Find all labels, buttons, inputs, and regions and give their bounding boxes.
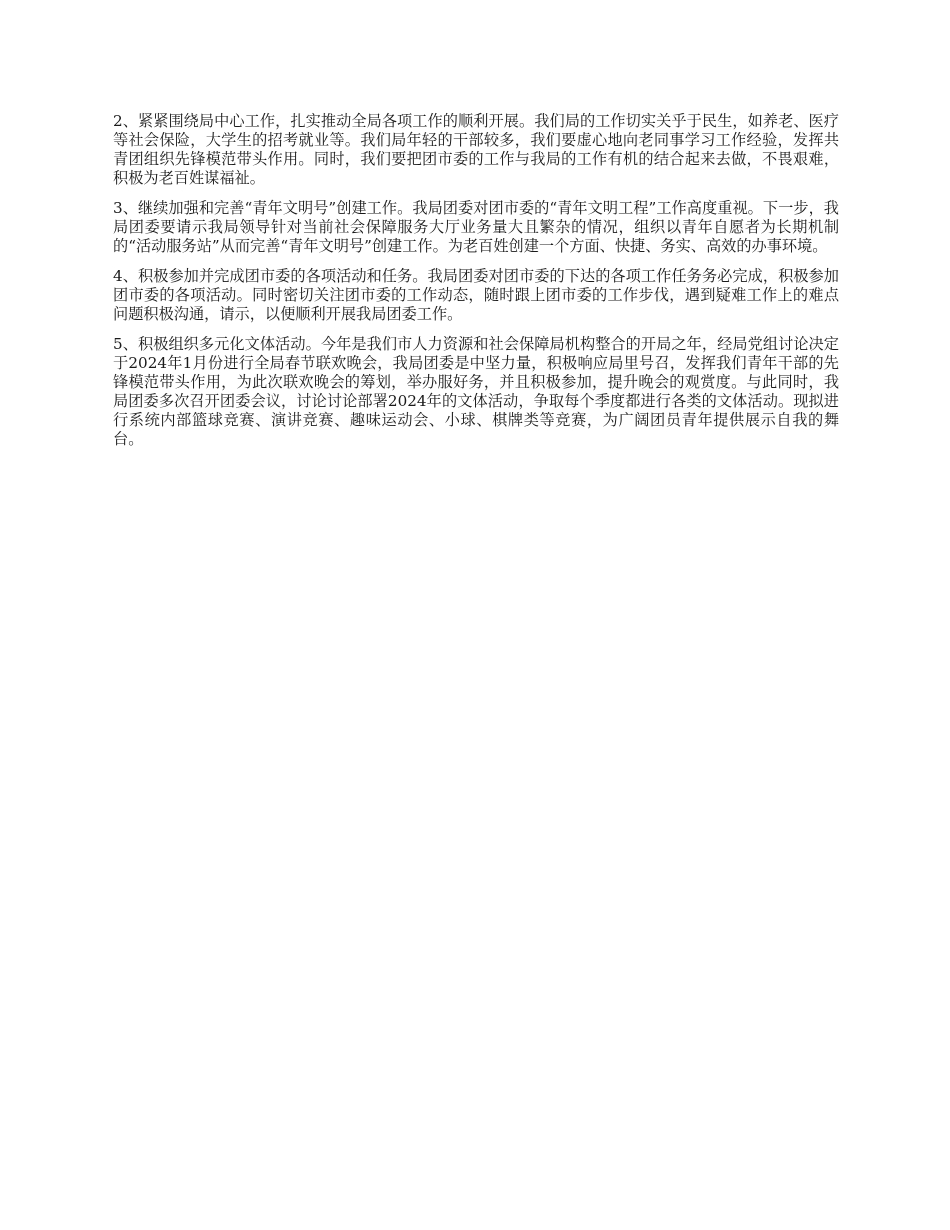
document-body bbox=[113, 112, 839, 460]
paragraph-item-2: 2、紧紧围绕局中心工作，扎实推动全局各项工作的顺利开展。我们局的工作切实关乎于民生，如养老、医疗等社会保险，大学生的招考就业等。我们局年轻的干部较多，我们要虚心地向老同事学习工作经验，发挥共青团组织先锋模范带头作用。同时，我们要把团市委的工作与我局的工作有机的结合起来去做，不畏艰难，积极为老百姓谋福祉。 bbox=[113, 112, 839, 187]
paragraph-item-3: 3、继续加强和完善“青年文明号”创建工作。我局团委对团市委的“青年文明工程”工作高度重视。下一步，我局团委要请示我局领导针对当前社会保障服务大厅业务量大且繁杂的情况，组织以青年自愿者为长期机制的“活动服务站”从而完善“青年文明号”创建工作。为老百姓创建一个方面、快捷、务实、高效的办事环境。 bbox=[113, 199, 839, 255]
paragraph-item-5: 5、积极组织多元化文体活动。今年是我们市人力资源和社会保障局机构整合的开局之年，经局党组讨论决定于2024年1月份进行全局春节联欢晚会，我局团委是中坚力量，积极响应局里号召，发挥我们青年干部的先锋模范带头作用，为此次联欢晚会的筹划，举办服好务，并且积极参加，提升晚会的观赏度。与此同时，我局团委多次召开团委会议，讨论讨论部署2024年的文体活动，争取每个季度都进行各类的文体活动。现拟进行系统内部篮球竞赛、演讲竞赛、趣味运动会、小球、棋牌类等竞赛，为广阔团员青年提供展示自我的舞台。 bbox=[113, 335, 839, 448]
paragraph-item-4: 4、积极参加并完成团市委的各项活动和任务。我局团委对团市委的下达的各项工作任务务必完成，积极参加团市委的各项活动。同时密切关注团市委的工作动态，随时跟上团市委的工作步伐，遇到疑难工作上的难点问题积极沟通，请示，以便顺利开展我局团委工作。 bbox=[113, 267, 839, 323]
